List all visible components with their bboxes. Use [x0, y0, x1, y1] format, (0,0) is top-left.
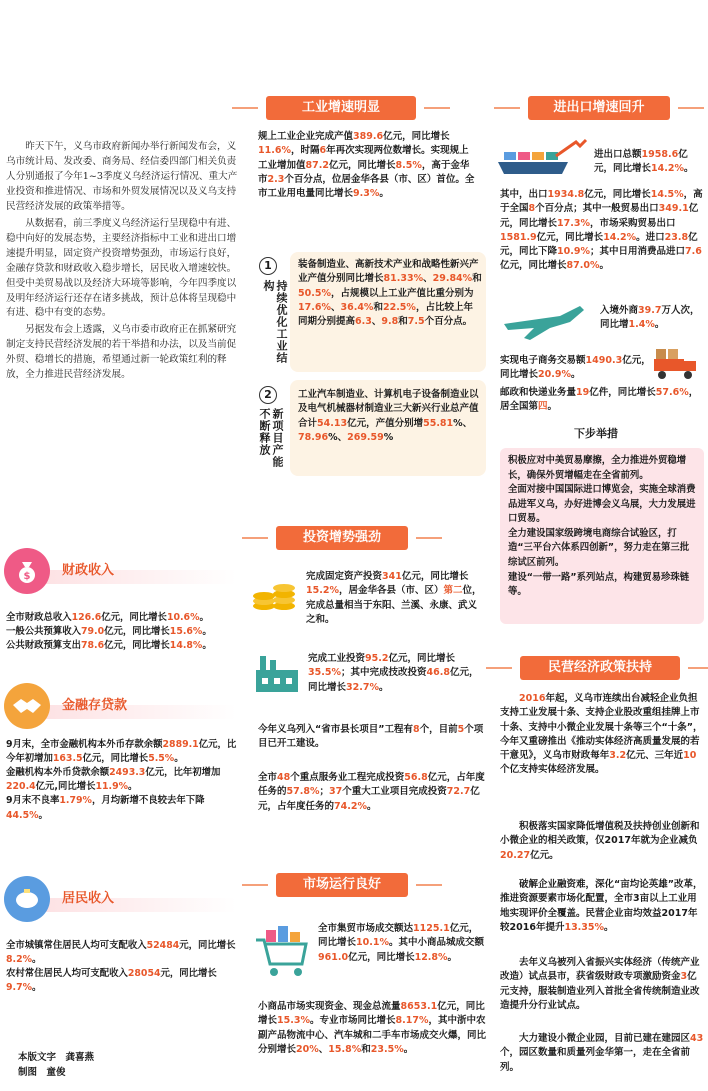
- piggy-bank-icon: [4, 876, 50, 922]
- delivery-truck-icon: [652, 345, 700, 381]
- industry-title: 工业增速明显: [266, 96, 416, 120]
- private-paragraph-2: 积极落实国家降低增值税及扶持创业创新和小微企业的相关政策，仅2017年就为企业减负20.27亿元。: [500, 821, 700, 861]
- finance-line-1: 全市财政总收入126.6亿元，同比增长10.6%。: [6, 612, 209, 623]
- money-bag-icon: [4, 548, 50, 594]
- credits-graphics: 制图 童俊: [18, 1067, 66, 1079]
- trade-text-1: 进出口总额1958.6亿元，同比增长14.2%。: [594, 149, 694, 175]
- intro-paragraph-2: 从数据看，前三季度义乌经济运行呈现稳中有进、稳中向好的发展态势，主要经济指标中工业和进出口增速提升明显，固定资产投资增势强劲，市场运行良好，金融存贷款和财政收入稳步增长，居民收入增速较快。但受中美贸易战以及经济大环境等影响，今年四季度以及明年经济运行还存在诸多挑战，预计总体将呈现稳中有进、稳中有变的态势。: [6, 217, 237, 319]
- measure-4: 建设“一带一路”系列站点，构建贸易珍珠链等。: [508, 571, 690, 598]
- factory-icon: [252, 652, 302, 694]
- item-label-1: 持续优化工业结构: [262, 280, 288, 364]
- item-number-2: 2: [259, 386, 277, 404]
- private-title: 民营经济政策扶持: [520, 656, 680, 680]
- svg-text:$: $: [23, 571, 31, 582]
- airplane-icon: [500, 296, 586, 344]
- income-title: 居民收入: [62, 891, 115, 906]
- market-text-1: 全市集贸市场成交额达1125.1亿元，同比增长10.1%。其中小商品城成交额961.0亿元，同比增长12.8%。: [318, 923, 484, 963]
- trade-title: 进出口增速回升: [528, 96, 670, 120]
- measure-3: 全力建设国家级跨境电商综合试验区，打造“三平台六体系四创新”，努力走在第三批综试区前列。: [508, 527, 690, 569]
- market-title: 市场运行良好: [276, 873, 408, 897]
- intro-article: [6, 140, 238, 385]
- finance-title: 财政收入: [62, 563, 115, 578]
- deposit-title: 金融存贷款: [62, 698, 128, 713]
- invest-title: 投资增势强劲: [276, 526, 408, 550]
- finance-line-2: 一般公共预算收入79.0亿元，同比增长15.6%。: [6, 626, 212, 638]
- deposit-line-3: 9月末不良率1.79%，月均新增不良较去年下降44.5%。: [6, 795, 205, 821]
- finance-line-3: 公共财政预算支出78.6亿元，同比增长14.8%。: [6, 640, 212, 652]
- invest-text-4: 全市48个重点服务业工程完成投资56.8亿元，占年度任务的57.8%；37个重大工业项目完成投资72.7亿元，占年度任务的74.2%。: [258, 772, 485, 812]
- income-header: [4, 876, 114, 922]
- invest-text-2: 完成工业投资95.2亿元，同比增长35.5%；其中完成技改投资46.8亿元，同比增长32.7%。: [308, 653, 479, 693]
- industry-text: 规上工业企业完成产值389.6亿元，同比增长11.6%，时隔6年再次实现两位数增长。实现规上工业增加值87.2亿元，同比增长8.5%，高于金华市2.3个百分点，位居金华各县（市、区）首位。全市工业用电量同比增长9.3%。: [258, 131, 475, 199]
- new-capacity-text: 工业汽车制造业、计算机电子设备制造业以及电气机械器材制造业三大新兴行业总产值合计54.13亿元，产值分别增55.81%、78.96%、269.59%: [298, 389, 479, 443]
- measure-1: 积极应对中美贸易摩擦，全力推进外贸稳增长，确保外贸增幅走在全省前列。: [508, 455, 687, 481]
- next-steps-box: [500, 448, 704, 624]
- private-paragraph-1: 2016年起，义乌市连续出台减轻企业负担支持工业发展十条、支持企业股改重组挂牌上市十条、支持中小微企业发展十条等三个“十条”，今年又重磅推出《推动实体经济高质量发展的若干意见》，义乌市财政每年3.2亿元、三年近10个亿支持实体经济发展。: [500, 693, 703, 776]
- handshake-icon: [4, 683, 50, 729]
- income-line-1: 全市城镇常住居民人均可支配收入52484元，同比增长8.2%。: [6, 940, 236, 966]
- deposit-line-1: 9月末，全市金融机构本外币存款余额2889.1亿元，比今年初增加163.5亿元，同比增长5.5%。: [6, 739, 237, 765]
- private-paragraph-5: 大力建设小微企业园，目前已建在建园区43个，园区数量和质量列金华第一，走在全省前列。: [500, 1033, 704, 1073]
- private-paragraph-4: 去年义乌被列入省振兴实体经济（传统产业改造）试点县市，获省级财政专项激励资金3亿元支持，服装制造业列入首批全省传统制造业改造提升分行业试点。: [500, 957, 700, 1011]
- income-text: [6, 939, 238, 995]
- invest-text-1: 完成固定资产投资341亿元，同比增长15.2%，居金华各县（市、区）第二位，完成总量相当于东阳、兰溪、永康、武义之和。: [306, 571, 482, 625]
- credits: [18, 1050, 94, 1080]
- coins-icon: [250, 576, 300, 614]
- trade-text-4: 实现电子商务交易额1490.3亿元，同比增长20.9%。: [500, 355, 651, 381]
- credits-text: 本版文字 龚喜燕: [18, 1052, 95, 1063]
- deposit-text: [6, 738, 238, 823]
- market-text-2: 小商品市场实现资金、现金总流量8653.1亿元，同比增长15.3%。专业市场同比增长8.17%，其中浙中农副产品物流中心、汽车城和二手车市场成交火爆，同比分别增长20%、15.8%和23.5%。: [258, 1001, 487, 1055]
- finance-text: [6, 611, 238, 653]
- shopping-cart-icon: [252, 922, 312, 982]
- trade-text-5: 邮政和快递业务量19亿件，同比增长57.6%，居全国第四。: [500, 387, 699, 413]
- industry-structure-text: 装备制造业、高新技术产业和战略性新兴产业产值分别同比增长81.33%、29.84%和50.5%，占规模以上工业产值比重分别为17.6%、36.4%和22.5%，占比较上年同期分别提高6.3、9.8和7.5个百分点。: [298, 259, 482, 327]
- measure-2: 全面对接中国国际进口博览会，实施全球消费品进军义乌，办好进博会义乌展，大力发展进口贸易。: [508, 484, 696, 525]
- trade-text-3: 入境外商39.7万人次，同比增1.4%。: [600, 305, 700, 331]
- income-line-2: 农村常住居民人均可支配收入28054元，同比增长9.7%。: [6, 968, 217, 994]
- finance-header: [4, 548, 114, 594]
- item-number-1: 1: [259, 257, 277, 275]
- trade-text-2: 其中，出口1934.8亿元，同比增长14.5%，高于全国8个百分点；其中一般贸易出口349.1亿元，同比增长17.3%，市场采购贸易出口1581.9亿元，同比增长14.2%。进口23.8亿元，同比下降10.9%；其中日用消费品进口7.6亿元，同比增长87.0%。: [500, 189, 703, 272]
- deposit-line-2: 金融机构本外币贷款余额2493.3亿元，比年初增加220.4亿元,同比增长11.9%。: [6, 767, 221, 793]
- cargo-ship-icon: [496, 138, 590, 180]
- item-label-2: 新项目产能不断释放: [258, 408, 284, 468]
- deposit-header: [4, 683, 127, 729]
- intro-paragraph-1: 昨天下午，义乌市政府新闻办举行新闻发布会，义乌市统计局、发改委、商务局、经信委四部门相关负责人分别通报了今年1~3季度义乌经济运行情况、重大产业投资和推进情况、市场和外贸发展情况以及义乌支持民营经济发展的政策举措等。: [6, 141, 238, 212]
- invest-text-3: 今年义乌列入“省市县长项目”工程有8个，目前5个项目已开工建设。: [258, 724, 484, 750]
- next-steps-title: 下步举措: [574, 427, 618, 440]
- intro-paragraph-3: 另据发布会上透露，义乌市委市政府正在抓紧研究制定支持民营经济发展的若干举措和办法，以及当前促外贸、稳增长的措施，希望通过新一轮政策红利的释放，全力推进民营经济发展。: [6, 324, 237, 381]
- private-paragraph-3: 破解企业融资难，深化“亩均论英雄”改革，推进资源要素市场化配置，全市3亩以上工业用地实现评价全覆盖。民营企业亩均效益2017年较2016年提升13.35%。: [500, 879, 703, 933]
